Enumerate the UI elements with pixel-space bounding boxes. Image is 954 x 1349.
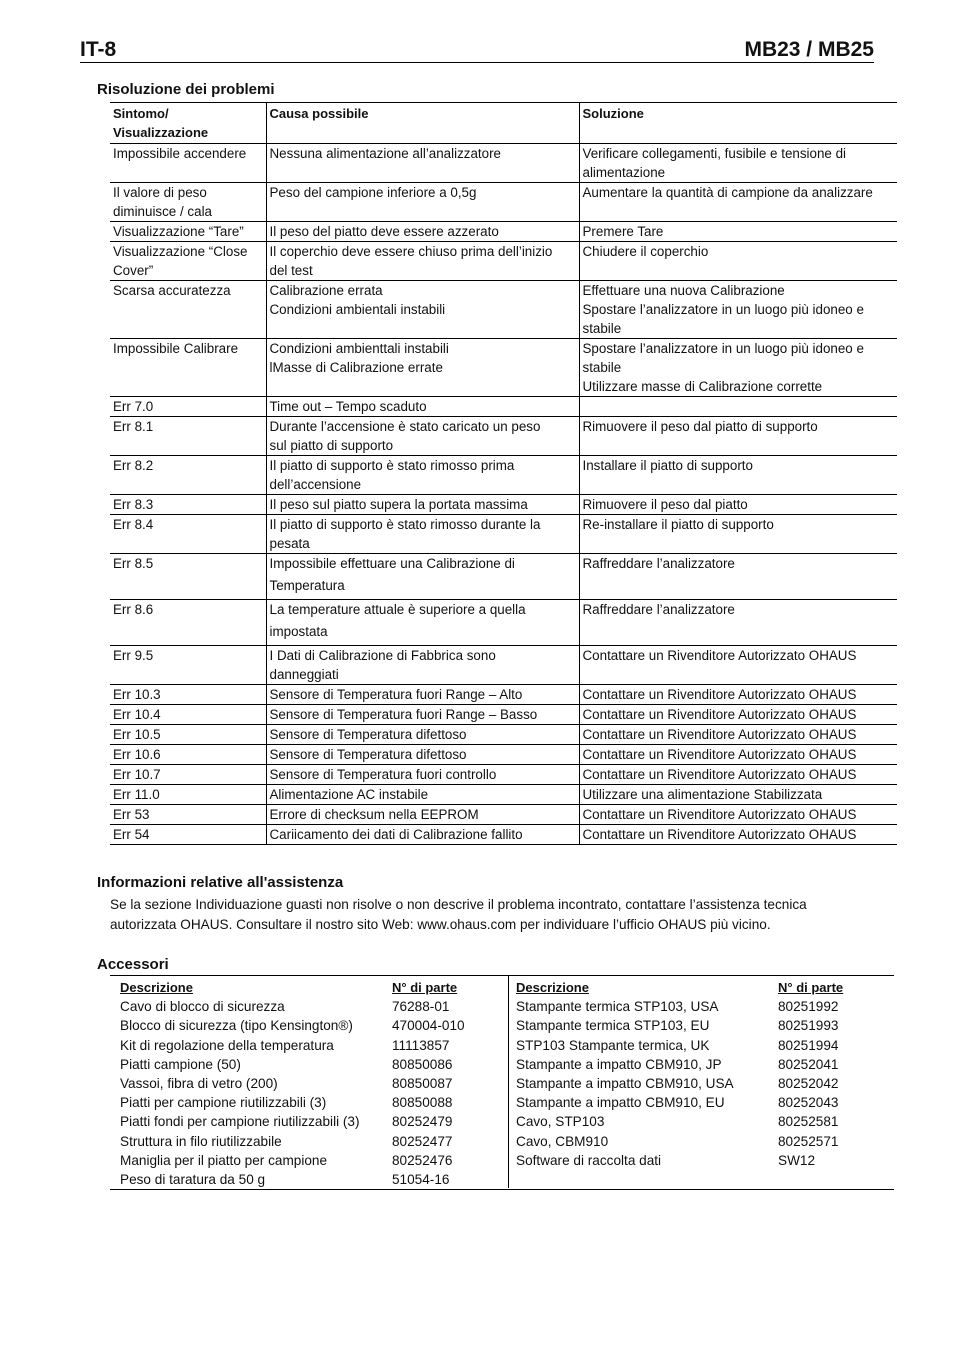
accessories-divider [508, 976, 509, 1188]
cell-line: Condizioni ambienttali instabili [269, 341, 449, 356]
accessory-description: Piatti campione (50) [120, 1056, 241, 1072]
troubleshooting-title: Risoluzione dei problemi [97, 81, 275, 98]
cell-line: Sensore di Temperatura fuori controllo [269, 767, 497, 782]
cell-line: Contattare un Rivenditore Autorizzato OHAUS [582, 807, 857, 822]
accessory-part-number: 80252571 [778, 1133, 839, 1149]
cell-symptom [110, 281, 266, 339]
table-row [110, 222, 897, 242]
cell-cause [266, 805, 579, 825]
cell-symptom [110, 417, 266, 456]
cell-cause [266, 222, 579, 242]
table-row [110, 600, 897, 646]
cell-line: Err 9.5 [113, 648, 154, 663]
cell-symptom [110, 456, 266, 495]
cell-cause [266, 144, 579, 183]
accessory-part-number: 80252042 [778, 1076, 839, 1092]
cell-line: Contattare un Rivenditore Autorizzato OHAUS [582, 827, 857, 842]
table-row [110, 705, 897, 725]
table-row [110, 417, 897, 456]
cell-cause [266, 495, 579, 515]
cell-line: I Dati di Calibrazione di Fabbrica sono [269, 648, 496, 663]
cell-line: Visualizzazione “Close [113, 244, 248, 259]
cell-line: Err 11.0 [113, 787, 160, 802]
table-row [110, 646, 897, 685]
cell-solution [579, 242, 897, 281]
cell-symptom [110, 785, 266, 805]
cell-solution [579, 144, 897, 183]
cell-cause [266, 705, 579, 725]
cell-line: Il piatto di supporto è stato rimosso durante la [269, 517, 541, 532]
service-line: autorizzata OHAUS. Consultare il nostro sito Web: www.ohaus.com per individuare l’ufficio OHAUS più vicino. [110, 916, 771, 932]
accessory-row [516, 1016, 843, 1035]
cell-cause [266, 397, 579, 417]
accessory-part-number: 80252043 [778, 1095, 839, 1111]
cell-line: Err 10.6 [113, 747, 161, 762]
cell-line: Raffreddare l’analizzatore [582, 602, 735, 617]
cell-solution [579, 456, 897, 495]
cell-solution [579, 805, 897, 825]
cell-line: Time out – Tempo scaduto [269, 399, 427, 414]
table-row [110, 515, 897, 554]
cell-solution [579, 745, 897, 765]
cell-cause [266, 456, 579, 495]
cell-cause [266, 600, 579, 646]
accessory-part-number: 76288-01 [392, 999, 450, 1015]
accessory-row [120, 1151, 465, 1170]
accessory-row [120, 1016, 465, 1035]
accessory-description: Stampante a impatto CBM910, EU [516, 1095, 725, 1111]
accessory-description: Vassoi, fibra di vetro (200) [120, 1076, 278, 1092]
cell-line: Err 54 [113, 827, 150, 842]
cell-solution [579, 515, 897, 554]
cell-line: Raffreddare l’analizzatore [582, 556, 735, 571]
cell-solution [579, 397, 897, 417]
accessory-part-number: 80850087 [392, 1076, 453, 1092]
cell-solution [579, 554, 897, 600]
cell-line: Peso del campione inferiore a 0,5g [269, 185, 477, 200]
accessory-description: Stampante termica STP103, USA [516, 999, 719, 1015]
table-row [110, 495, 897, 515]
accessory-description: Cavo di blocco di sicurezza [120, 999, 285, 1015]
cell-line: Err 53 [113, 807, 150, 822]
cell-cause [266, 554, 579, 600]
cell-line: Sensore di Temperatura fuori Range – Alto [269, 687, 523, 702]
table-row [110, 144, 897, 183]
cell-symptom [110, 397, 266, 417]
cell-line: Err 8.3 [113, 497, 154, 512]
accessory-row [516, 1132, 843, 1151]
table-row [110, 785, 897, 805]
cell-line: Sensore di Temperatura difettoso [269, 747, 467, 762]
accessory-part-number: 80251994 [778, 1037, 839, 1053]
cell-symptom [110, 495, 266, 515]
cell-line: Alimentazione AC instabile [269, 787, 429, 802]
service-paragraph [110, 895, 890, 934]
cell-line: Re-installare il piatto di supporto [582, 517, 774, 532]
table-row [110, 281, 897, 339]
cell-symptom [110, 745, 266, 765]
cell-line: Contattare un Rivenditore Autorizzato OHAUS [582, 747, 857, 762]
col-header-cause [266, 103, 579, 144]
cell-line: Il peso sul piatto supera la portata massima [269, 497, 528, 512]
col-header-solution [579, 103, 897, 144]
cell-line: Utilizzare masse di Calibrazione corrette [582, 379, 823, 394]
cell-symptom [110, 554, 266, 600]
cell-symptom [110, 825, 266, 845]
accessories-table [110, 975, 894, 1190]
accessory-row [120, 997, 465, 1016]
cell-line: pesata [269, 536, 310, 551]
cell-line: Impossibile accendere [113, 146, 247, 161]
cell-line: dell’accensione [269, 477, 362, 492]
accessory-description: Stampante termica STP103, EU [516, 1018, 710, 1034]
cell-line: Spostare l’analizzatore in un luogo più idoneo e [582, 302, 864, 317]
table-row [110, 765, 897, 785]
cell-line: Aumentare la quantità di campione da analizzare [582, 185, 873, 200]
accessory-description: Struttura in filo riutilizzabile [120, 1133, 282, 1149]
cell-line: Temperatura [269, 578, 345, 593]
cell-line: Premere Tare [582, 224, 664, 239]
accessory-row [120, 1055, 465, 1074]
accessory-part-number: 80251993 [778, 1018, 839, 1034]
page-number: IT-8 [80, 38, 117, 61]
service-title: Informazioni relative all'assistenza [97, 874, 344, 891]
accessory-part-number: 80252479 [392, 1114, 453, 1130]
cell-line: Nessuna alimentazione all’analizzatore [269, 146, 501, 161]
troubleshooting-table [110, 102, 897, 845]
accessory-description: Software di raccolta dati [516, 1152, 662, 1168]
table-header-row [110, 103, 897, 144]
accessory-row [516, 1055, 843, 1074]
cell-line: Sensore di Temperatura difettoso [269, 727, 467, 742]
cell-cause [266, 765, 579, 785]
cell-solution [579, 825, 897, 845]
cell-cause [266, 281, 579, 339]
table-row [110, 725, 897, 745]
table-row [110, 339, 897, 397]
cell-line: alimentazione [582, 165, 666, 180]
cell-line: Utilizzare una alimentazione Stabilizzata [582, 787, 823, 802]
accessories-title: Accessori [97, 956, 169, 973]
accessory-part-number: 80252476 [392, 1152, 453, 1168]
cell-line: Il valore di peso [113, 185, 207, 200]
cell-cause [266, 339, 579, 397]
accessory-part-number: 80252041 [778, 1056, 839, 1072]
accessory-description: Kit di regolazione della temperatura [120, 1037, 334, 1053]
accessory-description: Piatti fondi per campione riutilizzabili (3) [120, 1114, 360, 1130]
cell-line: diminuisce / cala [113, 204, 212, 219]
cell-symptom [110, 600, 266, 646]
cell-line: Contattare un Rivenditore Autorizzato OHAUS [582, 687, 857, 702]
accessory-row [516, 1151, 843, 1170]
cell-line: Err 8.6 [113, 602, 154, 617]
accessory-part-number: 80850088 [392, 1095, 453, 1111]
cell-solution [579, 339, 897, 397]
cell-cause [266, 646, 579, 685]
cell-line: Errore di checksum nella EEPROM [269, 807, 479, 822]
accessory-row [120, 1093, 465, 1112]
accessories-header-row [120, 978, 465, 997]
accessory-description: Cavo, CBM910 [516, 1133, 609, 1149]
cell-line: del test [269, 263, 313, 278]
cell-line: Verificare collegamenti, fusibile e tensione di [582, 146, 846, 161]
col-header-line: Sintomo/ [113, 106, 169, 121]
cell-line: Contattare un Rivenditore Autorizzato OHAUS [582, 707, 857, 722]
model-title: MB23 / MB25 [744, 38, 874, 61]
cell-solution [579, 685, 897, 705]
cell-line: Contattare un Rivenditore Autorizzato OHAUS [582, 767, 857, 782]
col-header-line: Causa possibile [269, 106, 369, 121]
accessory-row [120, 1132, 465, 1151]
accessory-part-number: 470004-010 [392, 1018, 465, 1034]
table-row [110, 685, 897, 705]
cell-cause [266, 515, 579, 554]
accessory-part-number: 11113857 [392, 1037, 450, 1053]
accessory-description: Cavo, STP103 [516, 1114, 605, 1130]
accessory-row [516, 1036, 843, 1055]
cell-line: sul piatto di supporto [269, 438, 394, 453]
cell-cause [266, 745, 579, 765]
cell-line: Visualizzazione “Tare” [113, 224, 244, 239]
cell-line: Err 10.4 [113, 707, 161, 722]
cell-line: Contattare un Rivenditore Autorizzato OHAUS [582, 727, 857, 742]
cell-solution [579, 705, 897, 725]
col-header-line: Soluzione [582, 106, 644, 121]
cell-symptom [110, 805, 266, 825]
cell-solution [579, 725, 897, 745]
cell-line: Err 8.5 [113, 556, 154, 571]
accessory-row [516, 1112, 843, 1131]
col-header-line: Visualizzazione [113, 125, 209, 140]
cell-line: Cover” [113, 263, 154, 278]
cell-line: Err 7.0 [113, 399, 154, 414]
cell-symptom [110, 765, 266, 785]
cell-line: Impossibile effettuare una Calibrazione di [269, 556, 515, 571]
accessory-description: Maniglia per il piatto per campione [120, 1152, 328, 1168]
accessory-description: Blocco di sicurezza (tipo Kensington®) [120, 1018, 353, 1034]
accessories-left-column [120, 978, 465, 1189]
accessories-header-row [516, 978, 843, 997]
cell-line: Rimuovere il peso dal piatto [582, 497, 748, 512]
cell-cause [266, 685, 579, 705]
cell-line: Il coperchio deve essere chiuso prima dell’inizio [269, 244, 553, 259]
cell-solution [579, 222, 897, 242]
cell-line: Durante l’accensione è stato caricato un peso [269, 419, 541, 434]
accessory-row [516, 1093, 843, 1112]
accessory-row [120, 1112, 465, 1131]
cell-solution [579, 785, 897, 805]
cell-line: Installare il piatto di supporto [582, 458, 753, 473]
cell-line: Err 10.3 [113, 687, 161, 702]
cell-line: Contattare un Rivenditore Autorizzato OHAUS [582, 648, 857, 663]
table-row [110, 805, 897, 825]
cell-cause [266, 825, 579, 845]
cell-symptom [110, 183, 266, 222]
accessory-part-number: 80252477 [392, 1133, 453, 1149]
accessory-part-number: 80850086 [392, 1056, 453, 1072]
table-row [110, 456, 897, 495]
cell-line: danneggiati [269, 667, 339, 682]
accessory-description: Stampante a impatto CBM910, JP [516, 1056, 722, 1072]
cell-symptom [110, 705, 266, 725]
cell-line: La temperature attuale è superiore a quella [269, 602, 526, 617]
cell-cause [266, 785, 579, 805]
accessory-part-number: 51054-16 [392, 1172, 450, 1188]
cell-line: Err 8.2 [113, 458, 154, 473]
cell-line: impostata [269, 624, 328, 639]
cell-solution [579, 417, 897, 456]
table-row [110, 745, 897, 765]
cell-line: lMasse di Calibrazione errate [269, 360, 443, 375]
cell-solution [579, 183, 897, 222]
cell-line: Err 10.7 [113, 767, 161, 782]
cell-line: Effettuare una nuova Calibrazione [582, 283, 785, 298]
accessory-row [120, 1036, 465, 1055]
cell-symptom [110, 515, 266, 554]
cell-solution [579, 600, 897, 646]
cell-symptom [110, 144, 266, 183]
cell-symptom [110, 339, 266, 397]
accessory-description: STP103 Stampante termica, UK [516, 1037, 710, 1053]
accessory-description: Peso di taratura da 50 g [120, 1172, 266, 1188]
cell-line: stabile [582, 321, 622, 336]
cell-symptom [110, 242, 266, 281]
cell-line: Il peso del piatto deve essere azzerato [269, 224, 499, 239]
accessory-part-number: 80252581 [778, 1114, 839, 1130]
cell-solution [579, 765, 897, 785]
accessory-description: Stampante a impatto CBM910, USA [516, 1076, 734, 1092]
accessories-right-column [516, 978, 843, 1170]
service-line: Se la sezione Individuazione guasti non risolve o non descrive il problema incontrato, contattare l’assistenza tecnica [110, 897, 807, 912]
cell-solution [579, 646, 897, 685]
accessories-header-part: N° di parte [778, 980, 844, 995]
accessory-row [120, 1170, 465, 1189]
cell-cause [266, 183, 579, 222]
cell-line: Spostare l’analizzatore in un luogo più idoneo e [582, 341, 864, 356]
cell-line: Err 10.5 [113, 727, 161, 742]
accessory-part-number: 80251992 [778, 999, 839, 1015]
accessory-part-number: SW12 [778, 1152, 816, 1168]
cell-line: Chiudere il coperchio [582, 244, 709, 259]
cell-line: Scarsa accuratezza [113, 283, 231, 298]
cell-line: stabile [582, 360, 622, 375]
table-row [110, 242, 897, 281]
accessories-header-part: N° di parte [392, 980, 458, 995]
cell-line: Err 8.4 [113, 517, 154, 532]
cell-symptom [110, 725, 266, 745]
accessories-header-desc: Descrizione [516, 980, 589, 995]
cell-symptom [110, 646, 266, 685]
cell-line: Rimuovere il peso dal piatto di supporto [582, 419, 818, 434]
cell-symptom [110, 685, 266, 705]
cell-line: Impossibile Calibrare [113, 341, 239, 356]
cell-cause [266, 242, 579, 281]
table-row [110, 825, 897, 845]
accessory-row [516, 997, 843, 1016]
accessory-row [120, 1074, 465, 1093]
cell-line: Calibrazione errata [269, 283, 383, 298]
col-header-symptom [110, 103, 266, 144]
cell-symptom [110, 222, 266, 242]
cell-line: Sensore di Temperatura fuori Range – Basso [269, 707, 538, 722]
table-row [110, 183, 897, 222]
table-row [110, 554, 897, 600]
cell-line: Condizioni ambientali instabili [269, 302, 446, 317]
cell-solution [579, 495, 897, 515]
cell-line: Err 8.1 [113, 419, 154, 434]
accessories-header-desc: Descrizione [120, 980, 193, 995]
page-header [80, 38, 874, 63]
accessory-row [516, 1074, 843, 1093]
cell-line: Cariicamento dei dati di Calibrazione fallito [269, 827, 523, 842]
table-row [110, 397, 897, 417]
cell-cause [266, 417, 579, 456]
cell-cause [266, 725, 579, 745]
cell-solution [579, 281, 897, 339]
cell-line: Il piatto di supporto è stato rimosso prima [269, 458, 515, 473]
accessory-description: Piatti per campione riutilizzabili (3) [120, 1095, 327, 1111]
